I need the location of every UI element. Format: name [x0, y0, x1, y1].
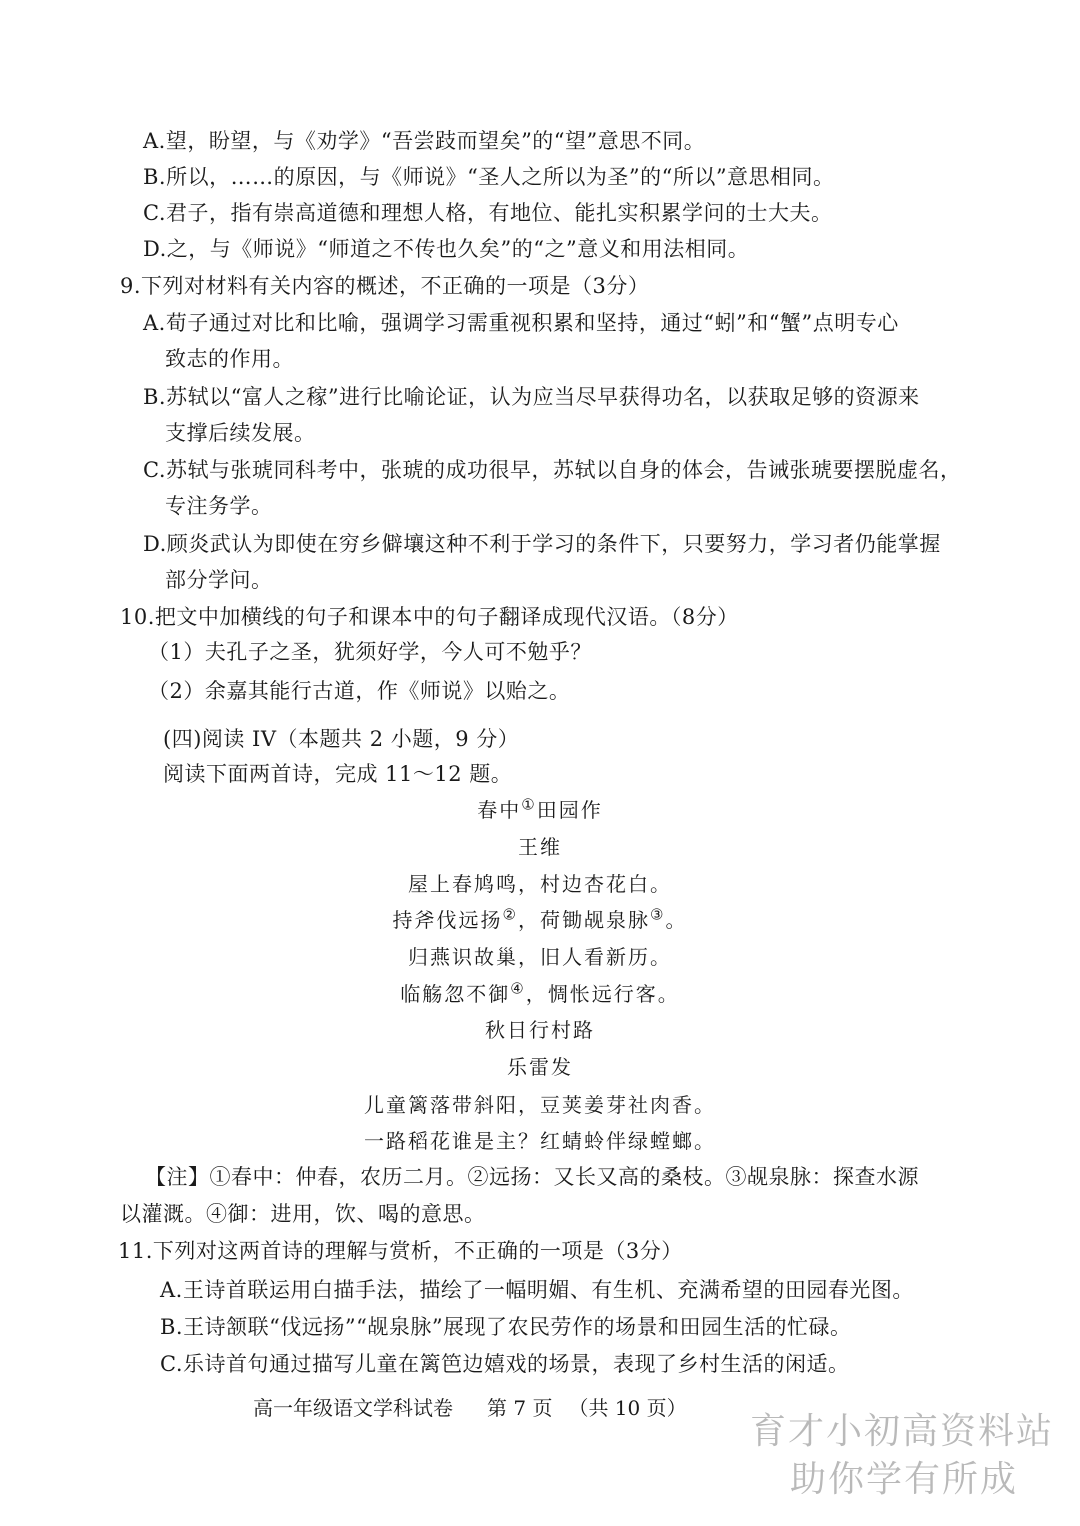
- q9-option-b: B.苏轼以“富人之稼”进行比喻论证，认为应当尽早获得功名，以获取足够的资源来: [143, 385, 920, 409]
- q8-option-c: C.君子，指有崇高道德和理想人格，有地位、能扎实积累学问的士大夫。: [143, 201, 833, 225]
- footer-subject: 高一年级语文学科试卷: [253, 1396, 453, 1420]
- q9-option-c: C.苏轼与张琥同科考中，张琥的成功很早，苏轼以自身的体会，告诫张琥要摆脱虚名，: [143, 458, 962, 482]
- watermark-line-1: 育才小初高资料站: [749, 1411, 1054, 1452]
- footer-total-pages: （共 10 页）: [568, 1396, 687, 1420]
- note-marker-2: ②: [502, 905, 518, 924]
- note-marker-1: ①: [521, 795, 537, 814]
- footer-page-number: 第 7 页: [487, 1396, 553, 1420]
- q11-option-b: B.王诗颔联“伐远扬”“觇泉脉”展现了农民劳作的场景和田园生活的忙碌。: [160, 1315, 852, 1339]
- q10-sentence-2: （2）余嘉其能行古道，作《师说》以贻之。: [148, 679, 571, 703]
- q11-stem: 11.下列对这两首诗的理解与赏析，不正确的一项是（3分）: [118, 1239, 683, 1263]
- poem2-title: 秋日行村路: [485, 1018, 595, 1042]
- q9-option-d: D.顾炎武认为即使在穷乡僻壤这种不利于学习的条件下，只要努力，学习者仍能掌握: [143, 532, 941, 556]
- poem1-title: 春中①田园作: [477, 795, 603, 822]
- section4-title: (四)阅读 IV（本题共 2 小题，9 分）: [163, 727, 520, 751]
- q9-option-c-cont: 专注务学。: [165, 494, 273, 518]
- q9-option-a: A.荀子通过对比和比喻，强调学习需重视积累和坚持，通过“蚓”和“蟹”点明专心: [143, 311, 899, 335]
- page-footer: [253, 1393, 687, 1423]
- q11-option-c: C.乐诗首句通过描写儿童在篱笆边嬉戏的场景，表现了乡村生活的闲适。: [160, 1352, 850, 1376]
- poem1-line-1: 屋上春鸠鸣，村边杏花白。: [408, 872, 672, 896]
- poem1-author: 王维: [518, 835, 562, 859]
- poem1-line-3: 归燕识故巢，旧人看新历。: [408, 945, 672, 969]
- q9-option-d-cont: 部分学问。: [165, 568, 273, 592]
- q8-option-a: A.望，盼望，与《劝学》“吾尝跂而望矣”的“望”意思不同。: [143, 129, 706, 153]
- q8-option-b: B.所以，……的原因，与《师说》“圣人之所以为圣”的“所以”意思相同。: [143, 165, 835, 189]
- q9-stem: 9.下列对材料有关内容的概述，不正确的一项是（3分）: [120, 274, 650, 298]
- watermark-line-2: 助你学有所成: [789, 1459, 1018, 1500]
- q8-option-d: D.之，与《师说》“师道之不传也久矣”的“之”意义和用法相同。: [143, 237, 750, 261]
- q10-stem: 10.把文中加横线的句子和课本中的句子翻译成现代汉语。（8分）: [120, 605, 739, 629]
- q9-option-a-cont: 致志的作用。: [165, 347, 294, 371]
- q11-option-a: A.王诗首联运用白描手法，描绘了一幅明媚、有生机、充满希望的田园春光图。: [160, 1278, 914, 1302]
- note-marker-3: ③: [650, 905, 666, 924]
- poem1-line-4: 临觞忽不御④，惆怅远行客。: [400, 979, 680, 1006]
- poem1-line-2: 持斧伐远扬②，荷锄觇泉脉③。: [392, 905, 688, 932]
- section4-intro: 阅读下面两首诗，完成 11～12 题。: [163, 762, 513, 786]
- note-line-1: 【注】①春中：仲春，农历二月。②远扬：又长又高的桑枝。③觇泉脉：探查水源: [145, 1165, 919, 1189]
- note-marker-4: ④: [510, 979, 526, 998]
- poem2-line-1: 儿童篱落带斜阳，豆荚姜芽社肉香。: [364, 1093, 716, 1117]
- poem2-line-2: 一路稻花谁是主？红蜻蛉伴绿螳螂。: [364, 1129, 716, 1153]
- poem2-author: 乐雷发: [507, 1055, 573, 1079]
- note-line-2: 以灌溉。④御：进用，饮、喝的意思。: [120, 1202, 486, 1226]
- q9-option-b-cont: 支撑后续发展。: [165, 421, 316, 445]
- q10-sentence-1: （1）夫孔子之圣，犹须好学，今人可不勉乎？: [148, 640, 592, 664]
